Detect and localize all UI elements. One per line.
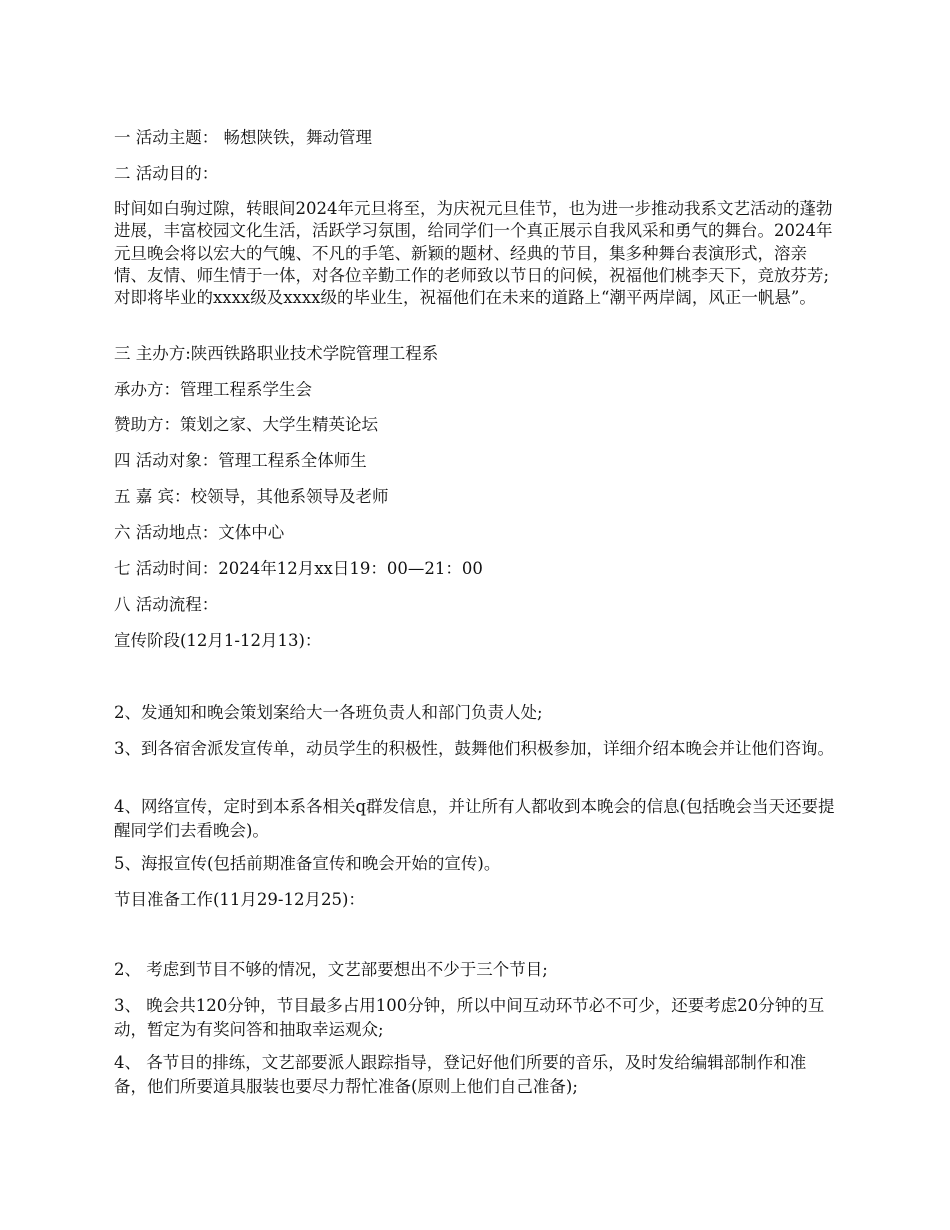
venue: 六 活动地点：文体中心 <box>114 523 285 542</box>
program-prep-heading: 节目准备工作(11月29-12月25)： <box>114 890 365 909</box>
program-item-4: 4、 各节目的排练，文艺部要派人跟踪指导，登记好他们所要的音乐，及时发给编辑部制作和准备，他们所要道具服装也要尽力帮忙准备(原则上他们自己准备); <box>114 1053 807 1096</box>
audience: 四 活动对象：管理工程系全体师生 <box>114 451 367 470</box>
promotion-stage-heading: 宣传阶段(12月1-12月13)： <box>114 631 322 650</box>
activity-theme: 一 活动主题： 畅想陕铁，舞动管理 <box>114 128 372 147</box>
undertaker: 承办方：管理工程系学生会 <box>114 380 312 399</box>
guests: 五 嘉 宾：校领导，其他系领导及老师 <box>114 487 389 506</box>
promotion-item-5: 5、海报宣传(包括前期准备宣传和晚会开始的宣传)。 <box>114 854 501 873</box>
organizer: 三 主办方:陕西铁路职业技术学院管理工程系 <box>114 344 439 363</box>
promotion-item-2: 2、发通知和晚会策划案给大一各班负责人和部门负责人处; <box>114 703 543 722</box>
activity-process-heading: 八 活动流程： <box>114 595 219 614</box>
program-item-3: 3、 晚会共120分钟，节目最多占用100分钟，所以中间互动环节必不可少，还要考虑20分钟的互动，暂定为有奖问答和抽取幸运观众; <box>114 996 825 1039</box>
activity-purpose-heading: 二 活动目的： <box>114 164 219 183</box>
sponsor: 赞助方：策划之家、大学生精英论坛 <box>114 415 378 434</box>
promotion-item-3: 3、到各宿舍派发宣传单，动员学生的积极性，鼓舞他们积极参加，详细介绍本晚会并让他们咨询。 <box>114 739 834 758</box>
promotion-item-4: 4、网络宣传，定时到本系各相关q群发信息，并让所有人都收到本晚会的信息(包括晚会当天还要提醒同学们去看晚会)。 <box>114 797 835 840</box>
activity-time: 七 活动时间：2024年12月xx日19：00—21：00 <box>114 559 483 578</box>
activity-purpose-body: 时间如白驹过隙，转眼间2024年元旦将至，为庆祝元旦佳节，也为进一步推动我系文艺活动的蓬勃进展，丰富校园文化生活，活跃学习氛围，给同学们一个真正展示自我风采和勇气的舞台。2024年元旦晚会将以宏大的气魄、不凡的手笔、新颖的题材、经典的节目，集多种舞台表演形式，溶亲情、友情、师生情于一体，对各位辛勤工作的老师致以节日的问候，祝福他们桃李天下，竞放芬芳;对即将毕业的xxxx级及xxxx级的毕业生，祝福他们在未来的道路上“潮平两岸阔，风正一帆悬”。 <box>114 199 833 308</box>
program-item-2: 2、 考虑到节目不够的情况，文艺部要想出不少于三个节目; <box>114 960 548 979</box>
